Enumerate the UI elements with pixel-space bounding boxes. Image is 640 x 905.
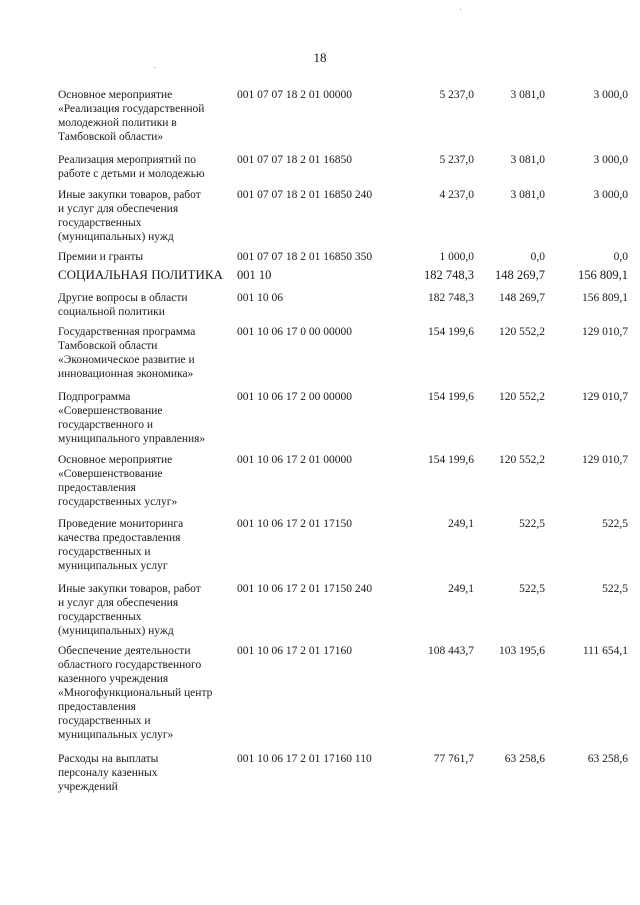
value-year-1: 249,1: [448, 518, 474, 530]
row-name: [58, 268, 236, 282]
row-name-line: и услуг для обеспечения: [58, 203, 179, 215]
row-name-line: предоставления: [58, 701, 136, 713]
value-year-3: 522,5: [602, 583, 628, 595]
row-name-line: государственных: [58, 611, 142, 623]
row-name-line: «Многофункциональный центр: [58, 687, 213, 699]
value-year-2: 522,5: [519, 583, 545, 595]
row-code: 001 10 06 17 2 01 00000: [237, 454, 352, 466]
value-year-3: 63 258,6: [587, 753, 628, 765]
row-code: 001 07 07 18 2 01 16850: [237, 154, 352, 166]
page-number: 18: [313, 50, 327, 65]
value-year-2: 120 552,2: [499, 454, 545, 466]
row-name-line: Тамбовской области»: [58, 131, 164, 143]
scan-speck: [154, 67, 155, 68]
row-name-line: Тамбовской области: [58, 340, 158, 352]
row-name-line: государственных услуг»: [58, 496, 178, 508]
row-code: 001 10 06 17 2 01 17150 240: [237, 583, 373, 595]
row-name-line: Иные закупки товаров, работ: [58, 583, 201, 595]
value-year-1: 154 199,6: [428, 391, 474, 403]
row-name: [58, 153, 236, 181]
row-name-line: персоналу казенных: [58, 767, 158, 779]
row-name-line: Подпрограмма: [58, 391, 131, 403]
row-name-line: Другие вопросы в области: [58, 292, 188, 304]
row-name-line: «Реализация государственной: [58, 103, 205, 115]
value-year-3: 3 000,0: [593, 189, 628, 201]
value-year-3: 0,0: [613, 251, 628, 263]
value-year-1: 249,1: [448, 583, 474, 595]
row-code: 001 07 07 18 2 01 16850 240: [237, 189, 373, 201]
value-year-3: 129 010,7: [582, 326, 628, 338]
scan-speck: [460, 9, 461, 10]
row-name-line: государственных и: [58, 715, 151, 727]
value-year-1: 182 748,3: [424, 268, 474, 282]
value-year-2: 522,5: [519, 518, 545, 530]
row-name-line: «Экономическое развитие и: [58, 354, 195, 366]
row-name: [58, 250, 236, 264]
row-code: 001 10 06 17 2 01 17160: [237, 645, 352, 657]
row-name-line: муниципального управления»: [58, 433, 206, 445]
row-name-line: муниципальных услуг: [58, 560, 168, 572]
row-name-line: предоставления: [58, 482, 136, 494]
value-year-3: 3 000,0: [593, 89, 628, 101]
row-code: 001 07 07 18 2 01 00000: [237, 89, 352, 101]
value-year-1: 154 199,6: [428, 454, 474, 466]
value-year-2: 120 552,2: [499, 391, 545, 403]
row-name-line: СОЦИАЛЬНАЯ ПОЛИТИКА: [58, 267, 223, 282]
value-year-1: 1 000,0: [439, 251, 474, 263]
row-name-line: социальной политики: [58, 306, 165, 318]
row-name-line: Обеспечение деятельности: [58, 645, 191, 657]
value-year-1: 154 199,6: [428, 326, 474, 338]
row-name-line: «Совершенствование: [58, 468, 163, 480]
row-name: [58, 291, 236, 319]
row-name-line: Расходы на выплаты: [58, 753, 159, 765]
row-code: 001 10 06: [237, 292, 283, 304]
row-name-line: государственных и: [58, 546, 151, 558]
row-name-line: инновационная экономика»: [58, 368, 194, 380]
row-code: 001 10 06 17 2 01 17150: [237, 518, 352, 530]
row-name-line: (муниципальных) нужд: [58, 231, 174, 243]
value-year-2: 3 081,0: [510, 154, 545, 166]
value-year-2: 120 552,2: [499, 326, 545, 338]
value-year-1: 77 761,7: [433, 753, 474, 765]
value-year-3: 156 809,1: [582, 292, 628, 304]
value-year-2: 3 081,0: [510, 89, 545, 101]
value-year-1: 5 237,0: [439, 154, 474, 166]
row-name: [58, 453, 236, 509]
row-name-line: казенного учреждения: [58, 673, 169, 685]
value-year-3: 129 010,7: [582, 454, 628, 466]
row-name-line: и услуг для обеспечения: [58, 597, 179, 609]
row-name-line: (муниципальных) нужд: [58, 625, 174, 637]
row-name: [58, 390, 236, 446]
row-name-line: государственных: [58, 217, 142, 229]
row-name-line: Основное мероприятие: [58, 89, 173, 101]
value-year-1: 5 237,0: [439, 89, 474, 101]
row-code: 001 10: [237, 268, 272, 282]
value-year-2: 63 258,6: [504, 753, 545, 765]
row-name: [58, 752, 236, 794]
value-year-3: 111 654,1: [582, 645, 628, 657]
row-name-line: учреждений: [58, 781, 118, 793]
row-name-line: муниципальных услуг»: [58, 729, 174, 741]
value-year-1: 4 237,0: [439, 189, 474, 201]
row-name-line: Иные закупки товаров, работ: [58, 189, 201, 201]
row-code: 001 10 06 17 0 00 00000: [237, 326, 352, 338]
row-name: [58, 88, 236, 144]
value-year-2: 3 081,0: [510, 189, 545, 201]
value-year-2: 103 195,6: [499, 645, 545, 657]
row-name-line: Премии и гранты: [58, 251, 144, 263]
value-year-1: 108 443,7: [428, 645, 474, 657]
row-name-line: качества предоставления: [58, 532, 181, 544]
row-code: 001 10 06 17 2 01 17160 110: [237, 753, 372, 765]
row-code: 001 07 07 18 2 01 16850 350: [237, 251, 373, 263]
value-year-3: 3 000,0: [593, 154, 628, 166]
row-name: [58, 517, 236, 573]
row-name-line: Проведение мониторинга: [58, 518, 184, 530]
value-year-2: 148 269,7: [499, 292, 545, 304]
row-name-line: «Совершенствование: [58, 405, 163, 417]
row-name-line: государственного и: [58, 419, 154, 431]
row-name: [58, 644, 236, 742]
value-year-3: 156 809,1: [578, 268, 628, 282]
row-name-line: Реализация мероприятий по: [58, 154, 197, 166]
row-name-line: Государственная программа: [58, 326, 196, 338]
value-year-3: 522,5: [602, 518, 628, 530]
row-name-line: областного государственного: [58, 659, 202, 671]
value-year-1: 182 748,3: [428, 292, 474, 304]
row-name: [58, 325, 236, 381]
row-name-line: молодежной политики в: [58, 117, 177, 129]
value-year-3: 129 010,7: [582, 391, 628, 403]
row-name-line: Основное мероприятие: [58, 454, 173, 466]
row-name-line: работе с детьми и молодежью: [58, 168, 205, 180]
value-year-2: 148 269,7: [495, 268, 545, 282]
row-name: [58, 582, 236, 638]
row-name: [58, 188, 236, 244]
row-code: 001 10 06 17 2 00 00000: [237, 391, 352, 403]
value-year-2: 0,0: [530, 251, 545, 263]
